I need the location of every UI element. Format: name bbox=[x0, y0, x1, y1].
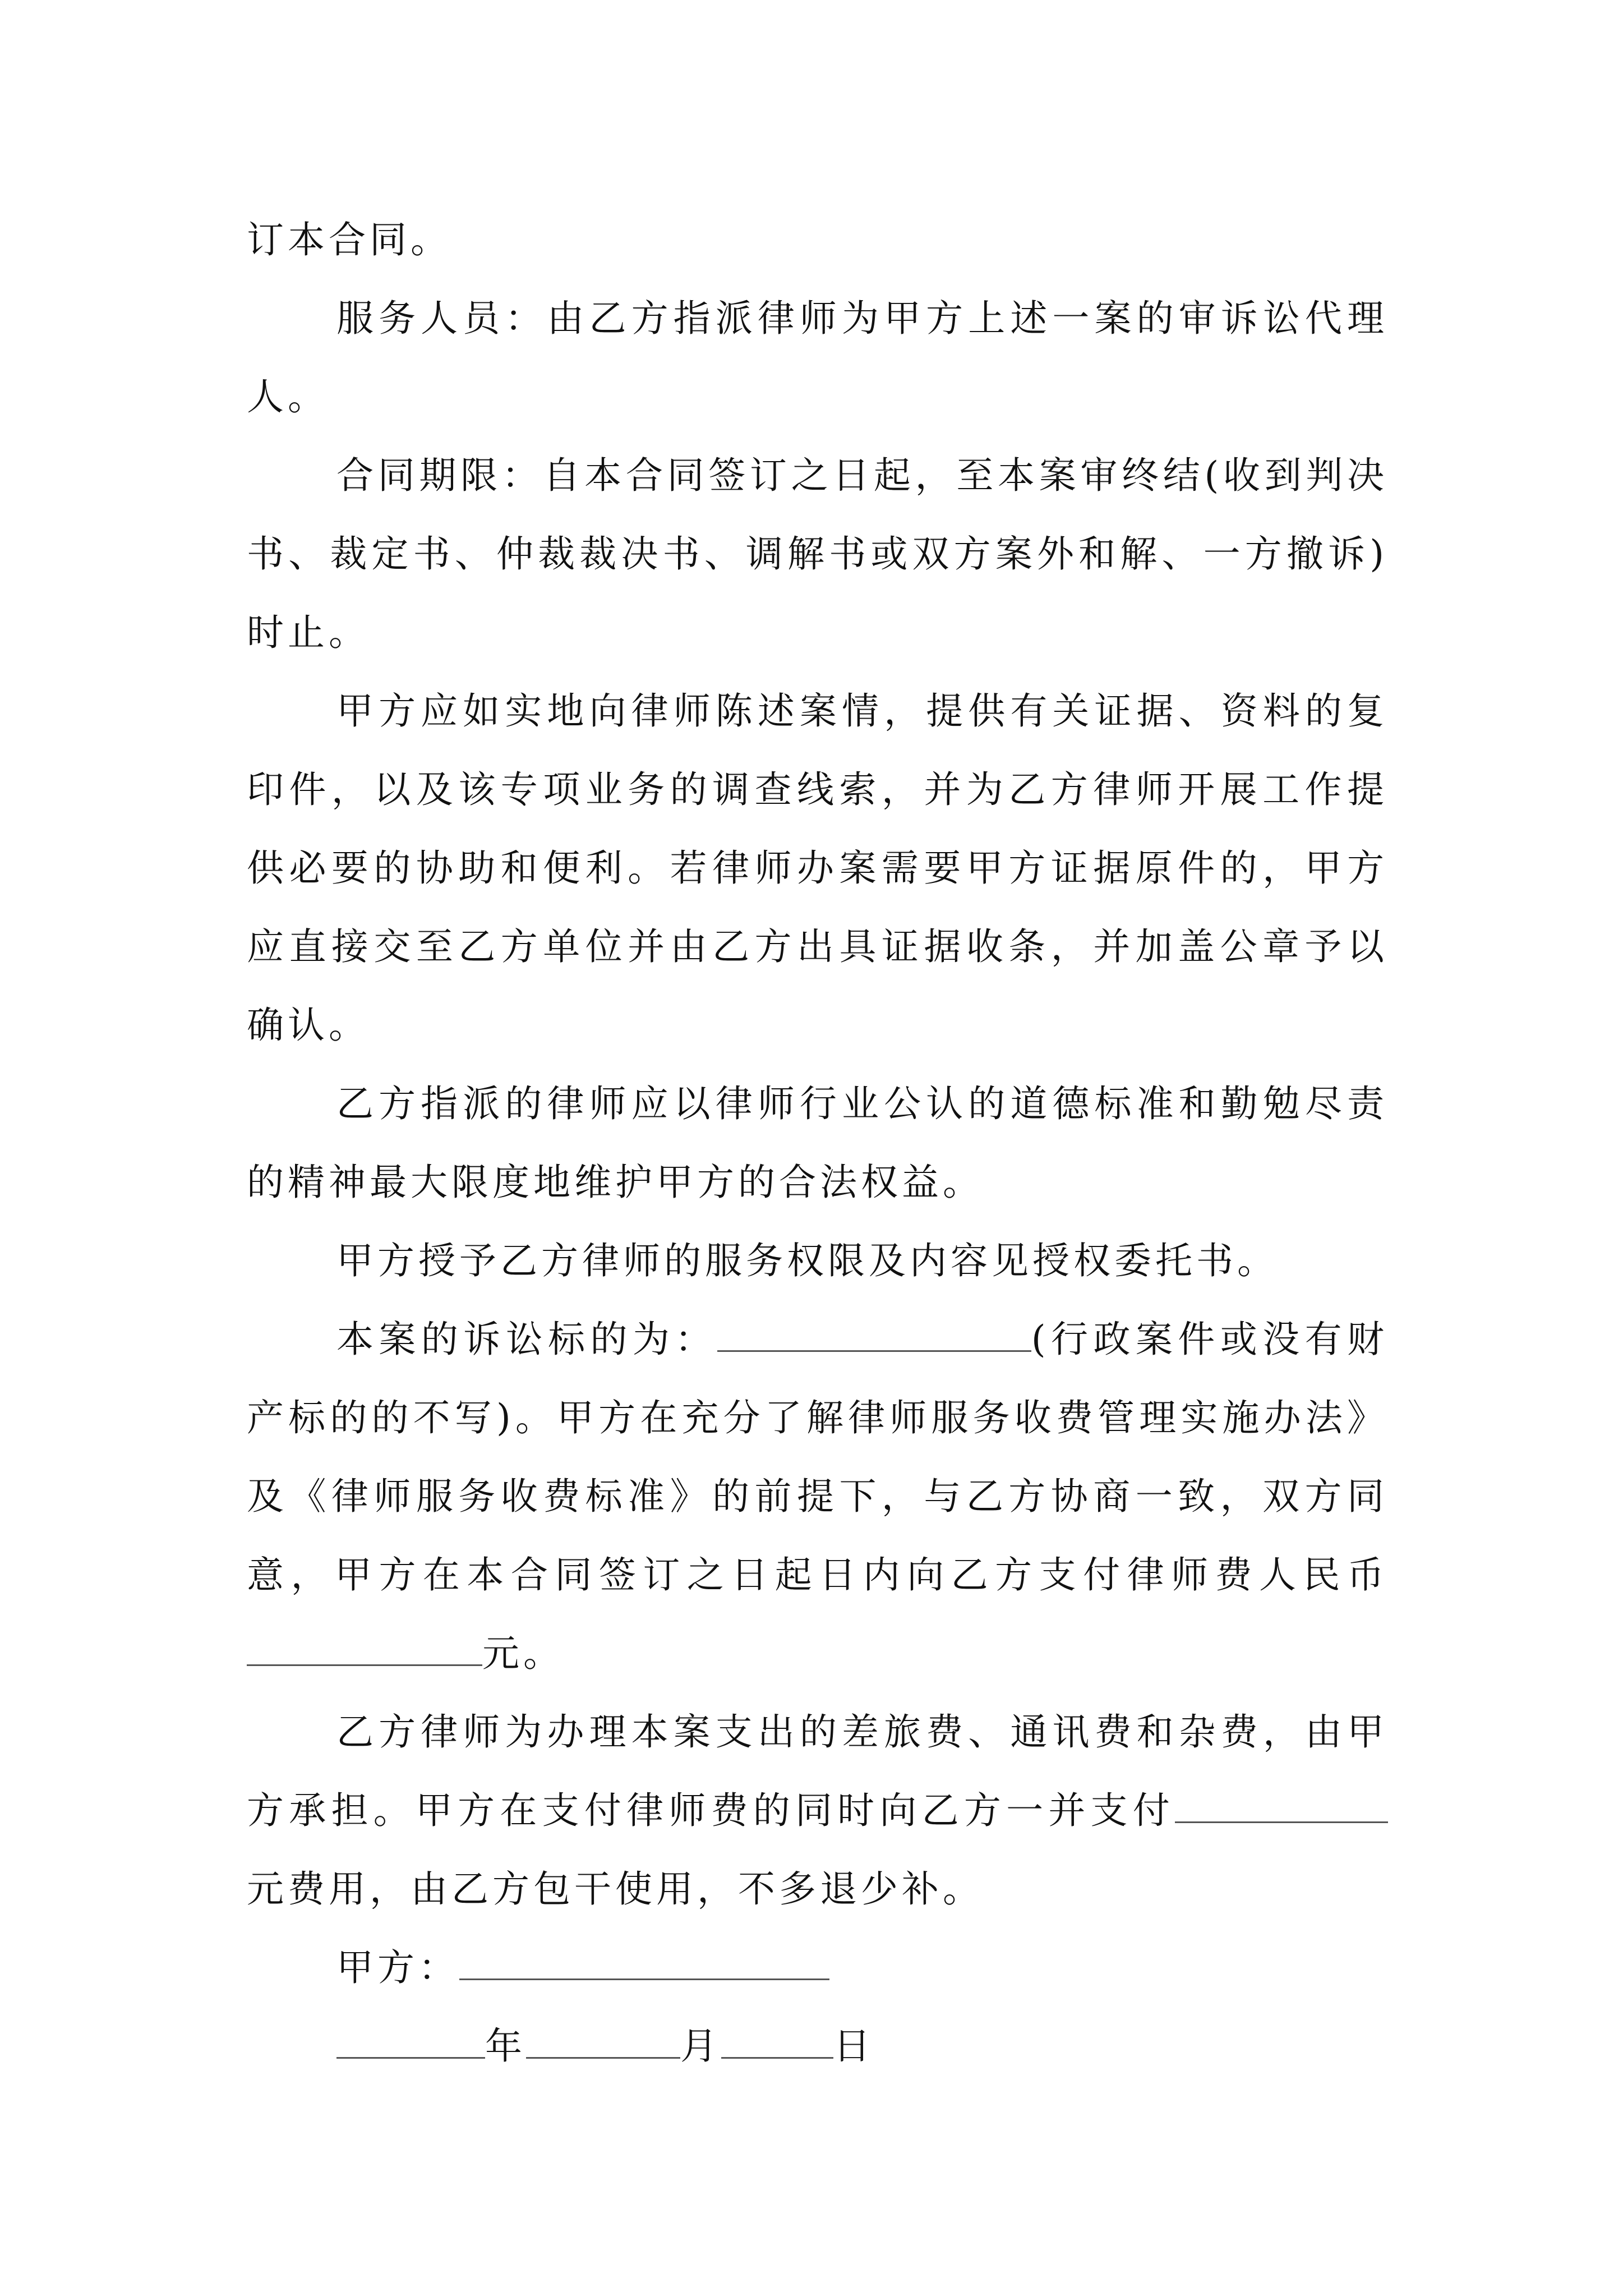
fee-text-start: 本案的诉讼标的为： bbox=[336, 1318, 717, 1361]
signature-date bbox=[247, 2007, 1388, 2086]
party-a-label: 甲方： bbox=[336, 1946, 459, 1989]
month-blank bbox=[526, 2026, 680, 2059]
fee-text-end: 元。 bbox=[482, 1632, 564, 1675]
paragraph-expenses bbox=[247, 1693, 1388, 1929]
year-label: 年 bbox=[485, 2024, 526, 2068]
expenses-text-start: 乙方律师为办理本案支出的差旅费、通讯费和杂费，由甲方承担。甲方在支付律师费的同时向乙方一并支付 bbox=[247, 1710, 1388, 1832]
party-a-signature-blank bbox=[459, 1947, 829, 1980]
year-blank bbox=[336, 2026, 485, 2059]
paragraph-litigation-fee bbox=[247, 1300, 1388, 1693]
signature-party-a bbox=[247, 1929, 1388, 2007]
paragraph-party-a-obligations: 甲方应如实地向律师陈述案情，提供有关证据、资料的复印件，以及该专项业务的调查线索，并为乙方律师开展工作提供必要的协助和便利。若律师办案需要甲方证据原件的，甲方应直接交至乙方单位并由乙方出具证据收条，并加盖公章予以确认。 bbox=[247, 689, 1388, 1047]
subject-amount-blank bbox=[717, 1319, 1031, 1352]
paragraph-continuation: 订本合同。 bbox=[247, 218, 451, 261]
fee-text-middle: (行政案件或没有财产标的的不写)。甲方在充分了解律师服务收费管理实施办法》及《律师服务收费标准》的前提下，与乙方协商一致，双方同意，甲方在本合同签订之日起日内向乙方支付律师费人民币 bbox=[247, 1318, 1389, 1596]
expenses-text-end: 元费用，由乙方包干使用，不多退少补。 bbox=[247, 1867, 984, 1911]
day-blank bbox=[721, 2026, 833, 2059]
paragraph-authorization: 甲方授予乙方律师的服务权限及内容见授权委托书。 bbox=[336, 1239, 1278, 1282]
contract-body bbox=[247, 201, 1388, 2086]
paragraph-contract-term: 合同期限：自本合同签订之日起，至本案审终结(收到判决书、裁定书、仲裁裁决书、调解书或双方案外和解、一方撤诉)时止。 bbox=[247, 454, 1388, 654]
paragraph-lawyer-duty: 乙方指派的律师应以律师行业公认的道德标准和勤勉尽责的精神最大限度地维护甲方的合法权益。 bbox=[247, 1082, 1388, 1204]
paragraph-service-personnel: 服务人员：由乙方指派律师为甲方上述一案的审诉讼代理人。 bbox=[247, 297, 1388, 418]
expenses-amount-blank bbox=[1175, 1790, 1388, 1823]
month-label: 月 bbox=[680, 2024, 721, 2068]
day-label: 日 bbox=[833, 2024, 874, 2068]
lawyer-fee-blank bbox=[247, 1633, 482, 1666]
